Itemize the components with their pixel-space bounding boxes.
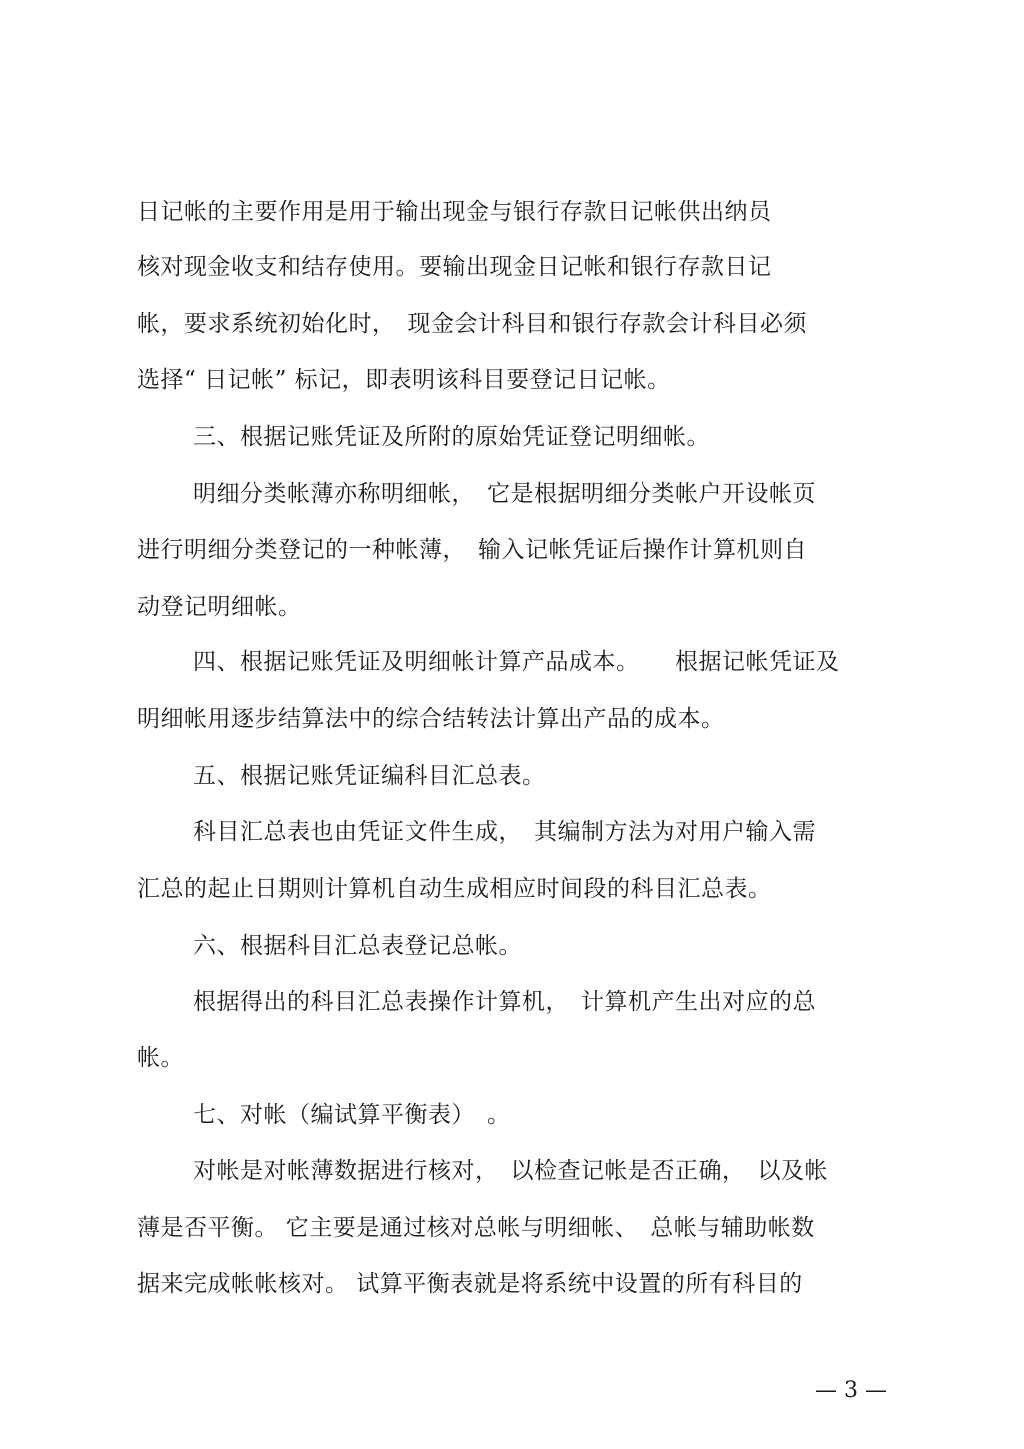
paragraph-line: 动登记明细帐。 (137, 594, 302, 620)
section-heading: 三、根据记账凭证及所附的原始凭证登记明细帐。 (193, 424, 710, 450)
paragraph-line: 核对现金收支和结存使用。要输出现金日记帐和银行存款日记 (137, 254, 772, 280)
paragraph-line: 科目汇总表也由凭证文件生成， 其编制方法为对用户输入需 (193, 819, 816, 845)
section-heading: 四、根据记账凭证及明细帐计算产品成本。 根据记帐凭证及 (193, 649, 840, 675)
paragraph-line: 汇总的起止日期则计算机自动生成相应时间段的科目汇总表。 (137, 876, 772, 902)
paragraph-line: 对帐是对帐薄数据进行核对， 以检查记帐是否正确， 以及帐 (193, 1158, 828, 1184)
paragraph-line: 明细帐用逐步结算法中的综合结转法计算出产品的成本。 (137, 706, 725, 732)
section-heading: 七、对帐（编试算平衡表） 。 (193, 1102, 511, 1128)
paragraph-line: 据来完成帐帐核对。 试算平衡表就是将系统中设置的所有科目的 (137, 1271, 803, 1297)
paragraph-line: 明细分类帐薄亦称明细帐， 它是根据明细分类帐户开设帐页 (193, 481, 816, 507)
paragraph-line: 进行明细分类登记的一种帐薄， 输入记帐凭证后操作计算机则自 (137, 537, 807, 563)
paragraph-line: 帐，要求系统初始化时， 现金会计科目和银行存款会计科目必须 (137, 311, 807, 337)
paragraph-line: 帐。 (137, 1045, 184, 1071)
paragraph-line: 薄是否平衡。 它主要是通过核对总帐与明细帐、 总帐与辅助帐数 (137, 1215, 815, 1241)
section-heading: 六、根据科目汇总表登记总帐。 (193, 933, 522, 959)
paragraph-line: 根据得出的科目汇总表操作计算机， 计算机产生出对应的总 (193, 989, 816, 1015)
paragraph-line: 选择“ 日记帐” 标记，即表明该科目要登记日记帐。 (137, 367, 671, 393)
paragraph-line: 日记帐的主要作用是用于输出现金与银行存款日记帐供出纳员 (137, 199, 772, 225)
section-heading: 五、根据记账凭证编科目汇总表。 (193, 763, 546, 789)
page-number: — 3 — (815, 1378, 887, 1403)
